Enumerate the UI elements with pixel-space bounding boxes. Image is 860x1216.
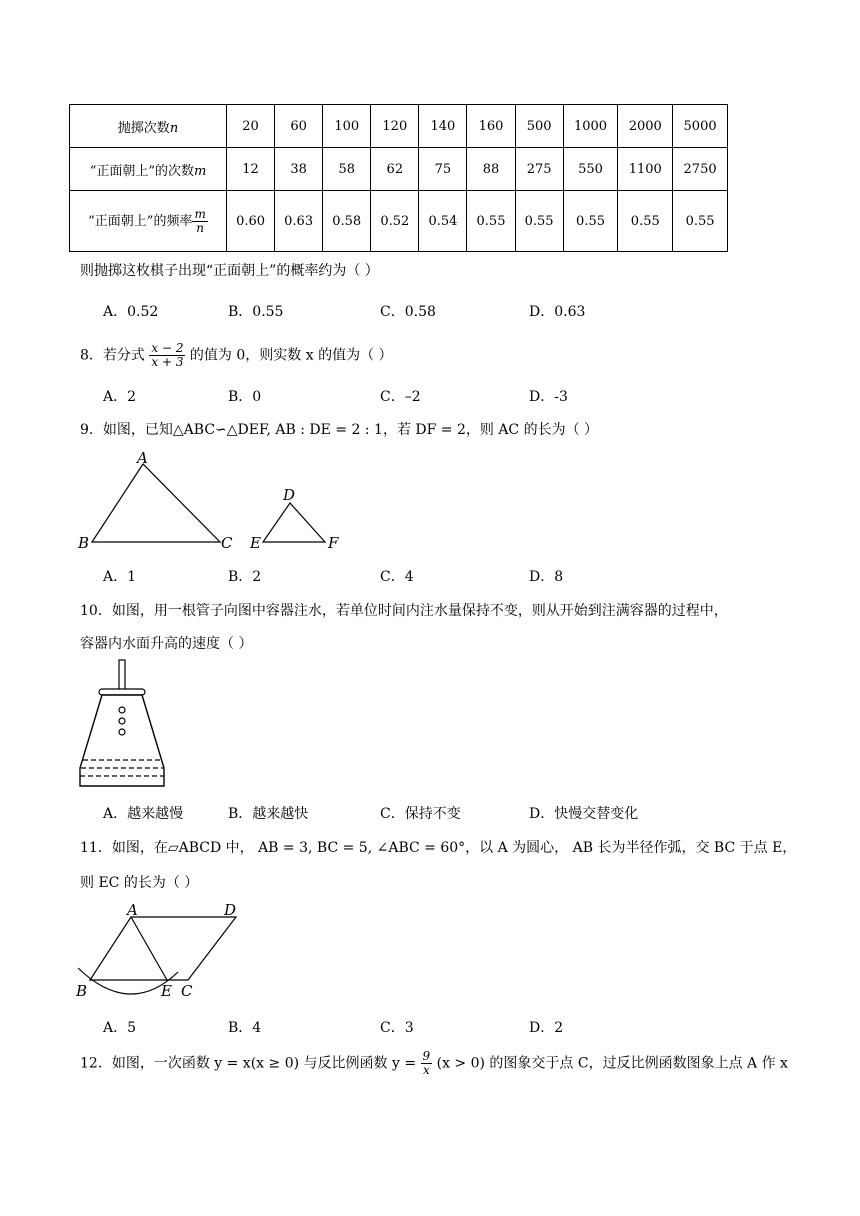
table-cell: 1000 — [563, 105, 618, 148]
q9-option-c[interactable]: C．4 — [380, 569, 414, 585]
table-cell: 0.55 — [515, 191, 563, 252]
q11-option-d[interactable]: D．2 — [529, 1020, 564, 1036]
table-row — [70, 191, 728, 252]
fraction-m-over-n: $\frac{m}{n}$ — [194, 206, 206, 235]
triangle-def — [263, 503, 325, 542]
table-cell: 58 — [323, 148, 371, 191]
table-cell: 0.54 — [419, 191, 467, 252]
table-row — [70, 105, 728, 148]
table-cell: 2750 — [673, 148, 728, 191]
table-cell: 0.58 — [323, 191, 371, 252]
q8-option-a[interactable]: A．2 — [103, 389, 137, 405]
table-cell: 0.55 — [467, 191, 515, 252]
q7-option-c[interactable]: C．0.58 — [380, 304, 436, 320]
flask-icon — [80, 695, 164, 786]
table-cell: 62 — [371, 148, 419, 191]
q12-fraction: $\frac{9}{x}$ — [422, 1049, 431, 1077]
row-header: “正面朝上”的频率 $\frac{m}{n}$ — [70, 191, 227, 252]
q7-stem: 则抛掷这枚棋子出现“正面朝上”的概率约为（ ） — [80, 263, 379, 279]
label-b: B — [76, 982, 88, 1000]
label-a: A — [137, 449, 148, 467]
q11-option-b[interactable]: B．4 — [228, 1020, 262, 1036]
table-cell: 20 — [227, 105, 275, 148]
label-c: C — [181, 982, 193, 1000]
table-cell: 550 — [563, 148, 618, 191]
parallelogram-abcd — [90, 917, 236, 980]
q11-stem-line1: 11．如图，在▱ABCD 中， AB = 3, BC = 5, ∠ABC = 60°，以 A 为圆心， AB 长为半径作弧，交 BC 于点 E， — [80, 840, 797, 856]
q9-option-a[interactable]: A．1 — [103, 569, 137, 585]
label-c: C — [221, 534, 233, 552]
row-header: 抛掷次数n — [70, 105, 227, 148]
table-cell: 60 — [275, 105, 323, 148]
table-cell: 2000 — [618, 105, 673, 148]
q10-stem-line1: 10．如图，用一根管子向图中容器注水，若单位时间内注水量保持不变，则从开始到注满容器的过程中， — [80, 603, 728, 619]
table-cell: 88 — [467, 148, 515, 191]
q10-container-figure — [74, 658, 174, 792]
q10-option-c[interactable]: C．保持不变 — [380, 806, 461, 822]
table-cell: 0.52 — [371, 191, 419, 252]
table-row — [70, 148, 728, 191]
q9-option-b[interactable]: B．2 — [228, 569, 262, 585]
q8-stem: 8．若分式 $\frac{x - 2}{x + 3}$ 的值为 0，则实数 x 的值为（ ） — [80, 341, 393, 369]
label-e: E — [250, 534, 261, 552]
label-f: F — [328, 534, 339, 552]
q8-option-b[interactable]: B．0 — [228, 389, 262, 405]
row-header: “正面朝上”的次数m — [70, 148, 227, 191]
q11-option-c[interactable]: C．3 — [380, 1020, 414, 1036]
q10-option-a[interactable]: A．越来越慢 — [103, 806, 184, 822]
q11-option-a[interactable]: A．5 — [103, 1020, 137, 1036]
table-cell: 0.63 — [275, 191, 323, 252]
lid-icon — [99, 689, 145, 695]
table-cell: 140 — [419, 105, 467, 148]
label-a: A — [127, 901, 138, 919]
label-e: E — [161, 982, 172, 1000]
table-cell: 100 — [323, 105, 371, 148]
q7-option-a[interactable]: A．0.52 — [103, 304, 159, 320]
q12-stem: 12．如图，一次函数 y = x(x ≥ 0) 与反比例函数 y = $\frac{9}{x}$ (x > 0) 的图象交于点 C，过反比例函数图象上点 A 作 x — [80, 1049, 788, 1077]
table-cell: 275 — [515, 148, 563, 191]
table-cell: 5000 — [673, 105, 728, 148]
q11-stem-line2: 则 EC 的长为（ ） — [80, 875, 199, 891]
label-d: D — [283, 486, 296, 504]
table-cell: 0.55 — [563, 191, 618, 252]
q9-option-d[interactable]: D．8 — [529, 569, 564, 585]
table-cell: 500 — [515, 105, 563, 148]
q7-option-b[interactable]: B．0.55 — [228, 304, 284, 320]
table-cell: 160 — [467, 105, 515, 148]
table-cell: 75 — [419, 148, 467, 191]
triangle-abc — [92, 464, 220, 542]
q7-option-d[interactable]: D．0.63 — [529, 304, 586, 320]
label-d: D — [224, 901, 237, 919]
table-cell: 0.55 — [673, 191, 728, 252]
table-cell: 12 — [227, 148, 275, 191]
q9-triangles-figure — [70, 448, 360, 558]
label-b: B — [78, 534, 90, 552]
q10-stem-line2: 容器内水面升高的速度（ ） — [80, 636, 253, 652]
q10-option-d[interactable]: D．快慢交替变化 — [529, 806, 639, 822]
table-cell: 1100 — [618, 148, 673, 191]
q8-option-d[interactable]: D．-3 — [529, 389, 568, 405]
q8-option-c[interactable]: C．–2 — [380, 389, 421, 405]
table-cell: 0.55 — [618, 191, 673, 252]
tube-icon — [119, 660, 125, 690]
q8-fraction: $\frac{x - 2}{x + 3}$ — [151, 341, 184, 369]
table-cell: 38 — [275, 148, 323, 191]
table-cell: 120 — [371, 105, 419, 148]
q10-option-b[interactable]: B．越来越快 — [228, 806, 309, 822]
table-cell: 0.60 — [227, 191, 275, 252]
q9-stem: 9．如图，已知△ABC∽△DEF, AB : DE = 2 : 1，若 DF = 2，则 AC 的长为（ ） — [80, 422, 599, 438]
q11-parallelogram-figure — [70, 900, 260, 1002]
frequency-table — [69, 104, 728, 252]
